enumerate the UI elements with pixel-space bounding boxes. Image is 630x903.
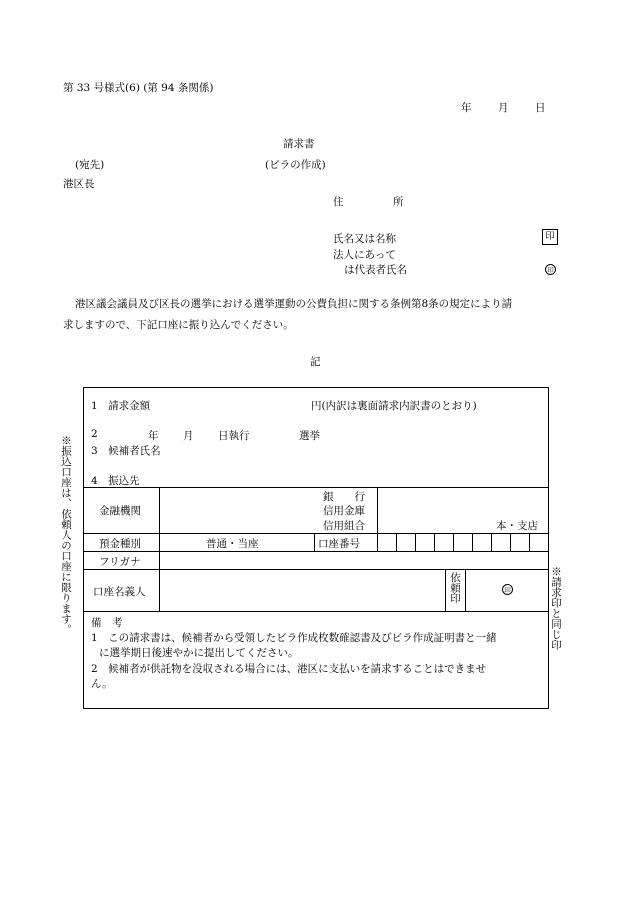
requester-seal-circle: 印 (502, 584, 513, 595)
bank-type-bank: 銀 行 (323, 491, 365, 503)
note-2-line-b: ん。 (91, 678, 113, 690)
bank-type-credit-union: 信用組合 (323, 520, 365, 532)
address-label-2: 所 (393, 196, 404, 208)
table-line (83, 569, 549, 570)
table-line (396, 533, 397, 551)
table-line (83, 533, 549, 534)
table-line (159, 487, 160, 611)
date-year: 年 (461, 102, 472, 114)
bank-label: 金融機関 (99, 505, 141, 517)
body-text-line-2: 求しますので、下記口座に振り込んでください。 (63, 319, 294, 331)
right-side-note: ※請求印と同じ印 (550, 566, 562, 650)
deposit-type-value: 普通・当座 (206, 538, 259, 550)
table-line (434, 533, 435, 551)
notes-title: 備 考 (91, 617, 123, 629)
table-line (83, 551, 549, 552)
date-month: 月 (498, 102, 509, 114)
item-amount-label: 1 請求金額 (91, 400, 151, 412)
table-line (83, 611, 549, 612)
form-number: 第 33 号様式(6) (第 94 条関係) (63, 82, 214, 94)
body-text-line-1: 港区議会議員及び区長の選挙における選挙運動の公費負担に関する条例第8条の規定により請 (75, 298, 513, 310)
addressee-label: (宛先) (75, 159, 105, 171)
addressee-name: 港区長 (63, 178, 95, 190)
item-amount-note: 円(内訳は裏面請求内訳書のとおり) (311, 400, 477, 412)
table-line (491, 533, 492, 551)
document-title: 請求書 (283, 138, 315, 150)
table-line (529, 533, 530, 551)
item-election-year: 年 (148, 430, 159, 442)
table-line (314, 533, 315, 551)
table-line (453, 533, 454, 551)
item-transfer-to: 4 振込先 (91, 475, 140, 487)
note-2-line-a: 2 候補者が供託物を没収される場合には、港区に支払いを請求することはできませ (91, 663, 487, 675)
left-side-note: ※振込口座は、依頼人の口座に限ります。 (60, 435, 72, 635)
bank-type-credit-bank: 信用金庫 (323, 505, 365, 517)
date-day: 日 (535, 102, 546, 114)
furigana-label: フリガナ (99, 556, 141, 568)
item-election-month: 月 (183, 430, 194, 442)
deposit-type-label: 預金種別 (99, 538, 141, 550)
ki-heading: 記 (310, 356, 321, 368)
representative-seal-circle: 印 (545, 264, 556, 275)
table-line (465, 569, 466, 611)
table-line (472, 533, 473, 551)
note-1-line-a: 1 この請求書は、候補者から受領したビラ作成枚数確認書及びビラ作成証明書と一緒 (91, 632, 497, 644)
item-election-number: 2 (91, 428, 98, 440)
corporation-label-1: 法人にあって (333, 249, 396, 261)
item-election-label: 選挙 (299, 430, 320, 442)
document-subtitle: (ビラの作成) (265, 159, 326, 171)
table-line (510, 533, 511, 551)
account-holder-label: 口座名義人 (93, 586, 146, 598)
account-number-label: 口座番号 (318, 538, 360, 550)
requester-seal-label: 依頼印 (449, 572, 461, 604)
item-candidate-name: 3 候補者氏名 (91, 445, 161, 457)
corporation-label-2: は代表者氏名 (344, 264, 407, 276)
table-line (445, 569, 446, 611)
branch-label: 本・支店 (496, 520, 538, 532)
note-1-line-b: に選挙期日後速やかに提出してください。 (99, 647, 299, 659)
table-line (83, 487, 549, 488)
table-line (377, 487, 378, 551)
name-label: 氏名又は名称 (333, 233, 396, 245)
item-election-day: 日執行 (218, 430, 250, 442)
address-label-1: 住 (333, 196, 344, 208)
name-seal-box: 印 (542, 229, 558, 245)
table-line (415, 533, 416, 551)
